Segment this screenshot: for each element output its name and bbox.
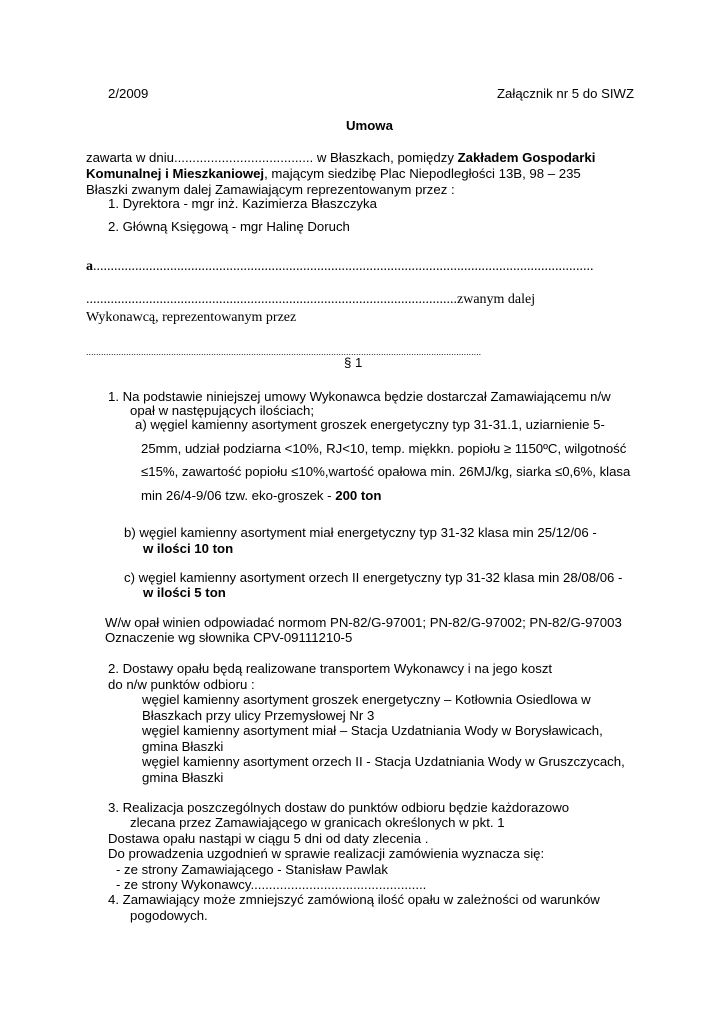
contractor-line-4: .............................................................................................................................................................. xyxy=(86,347,482,357)
point-2-line-1: 2. Dostawy opału będą realizowane transportem Wykonawcy i na jego koszt xyxy=(108,661,553,676)
party-address: , mającym siedzibę Plac Niepodległości 13B, 98 – 235 xyxy=(264,166,581,181)
document-title: Umowa xyxy=(346,118,393,133)
intro-line-3: Błaszki zwanym dalej Zamawiającym reprezentowanym przez : xyxy=(86,182,455,197)
representative-1: 1. Dyrektora - mgr inż. Kazimierza Błaszczyka xyxy=(108,196,377,211)
contractor-line-2: ..........................................................................................................zwanym dalej xyxy=(86,292,536,307)
item-a-text: min 26/4-9/06 tzw. eko-groszek - xyxy=(141,488,336,503)
delivery-point-2-line-1: węgiel kamienny asortyment miał – Stacja Uzdatniania Wody w Borysławicach, xyxy=(142,723,603,738)
contractor-a-dots: ............................................................................................................................................... xyxy=(93,259,594,274)
attachment-label: Załącznik nr 5 do SIWZ xyxy=(497,86,635,101)
section-heading: § 1 xyxy=(344,355,363,370)
contract-number: 2/2009 xyxy=(108,86,149,101)
delivery-point-1-line-1: węgiel kamienny asortyment groszek energetyczny – Kotłownia Osiedlowa w xyxy=(142,692,591,707)
point-1-line-1: 1. Na podstawie niniejszej umowy Wykonawca będzie dostarczał Zamawiającemu n/w xyxy=(108,389,611,404)
point-4-line-1: 4. Zamawiający może zmniejszyć zamówioną ilość opału w zależności od warunków xyxy=(108,892,600,907)
contractor-line-3: Wykonawcą, reprezentowanym przez xyxy=(86,310,297,325)
point-2-line-2: do n/w punktów odbioru : xyxy=(108,677,255,692)
representative-2: 2. Główną Księgową - mgr Halinę Doruch xyxy=(108,219,350,234)
point-3-line-2: zlecana przez Zamawiającego w granicach określonych w pkt. 1 xyxy=(130,815,505,830)
item-a-line-2: 25mm, udział podziarna <10%, RJ<10, temp. miękkn. popiołu ≥ 1150ºC, wilgotność xyxy=(141,441,627,456)
item-a-line-4 xyxy=(141,488,381,504)
item-b-quantity: w ilości 10 ton xyxy=(143,541,234,556)
item-b-line-1: b) węgiel kamienny asortyment miał energetyczny typ 31-32 klasa min 25/12/06 - xyxy=(124,525,597,540)
point-3-line-4: Do prowadzenia uzgodnień w sprawie realizacji zamówienia wyznacza się: xyxy=(108,846,545,861)
item-a-line-3: ≤15%, zawartość popiołu ≤10%,wartość opałowa min. 26MJ/kg, siarka ≤0,6%, klasa xyxy=(141,464,631,479)
delivery-point-3-line-1: węgiel kamienny asortyment orzech II - Stacja Uzdatniania Wody w Gruszczycach, xyxy=(142,754,625,769)
item-a-quantity: 200 ton xyxy=(335,488,382,503)
intro-date-text: zawarta w dniu...................................... w Błaszkach, pomiędzy xyxy=(86,150,458,165)
item-c-quantity: w ilości 5 ton xyxy=(143,585,226,600)
contractor-a-label: a xyxy=(86,259,93,274)
intro-line-1 xyxy=(86,150,595,166)
coordinator-contractor: - ze strony Wykonawcy................................................ xyxy=(116,877,427,892)
contractor-line-a xyxy=(86,259,594,275)
point-1-line-2: opał w następujących ilościach; xyxy=(130,403,314,418)
point-3-line-3: Dostawa opału nastąpi w ciągu 5 dni od daty zlecenia . xyxy=(108,831,429,846)
norms-line: W/w opał winien odpowiadać normom PN-82/G-97001; PN-82/G-97002; PN-82/G-97003 xyxy=(105,615,622,630)
party-name-part-2: Komunalnej i Mieszkaniowej xyxy=(86,166,265,181)
party-name-part-1: Zakładem Gospodarki xyxy=(457,150,596,165)
intro-line-2 xyxy=(86,166,581,182)
delivery-point-1-line-2: Błaszkach przy ulicy Przemysłowej Nr 3 xyxy=(142,708,375,723)
item-a-line-1: a) węgiel kamienny asortyment groszek energetyczny typ 31-31.1, uziarnienie 5- xyxy=(135,417,605,432)
point-3-line-1: 3. Realizacja poszczególnych dostaw do punktów odbioru będzie każdorazowo xyxy=(108,800,570,815)
delivery-point-3-line-2: gmina Błaszki xyxy=(142,770,224,785)
point-4-line-2: pogodowych. xyxy=(130,908,208,923)
coordinator-employer: - ze strony Zamawiającego - Stanisław Pawlak xyxy=(116,862,388,877)
cpv-code-line: Oznaczenie wg słownika CPV-09111210-5 xyxy=(105,630,353,645)
item-c-line-1: c) węgiel kamienny asortyment orzech II energetyczny typ 31-32 klasa min 28/08/06 - xyxy=(124,570,623,585)
delivery-point-2-line-2: gmina Błaszki xyxy=(142,739,224,754)
